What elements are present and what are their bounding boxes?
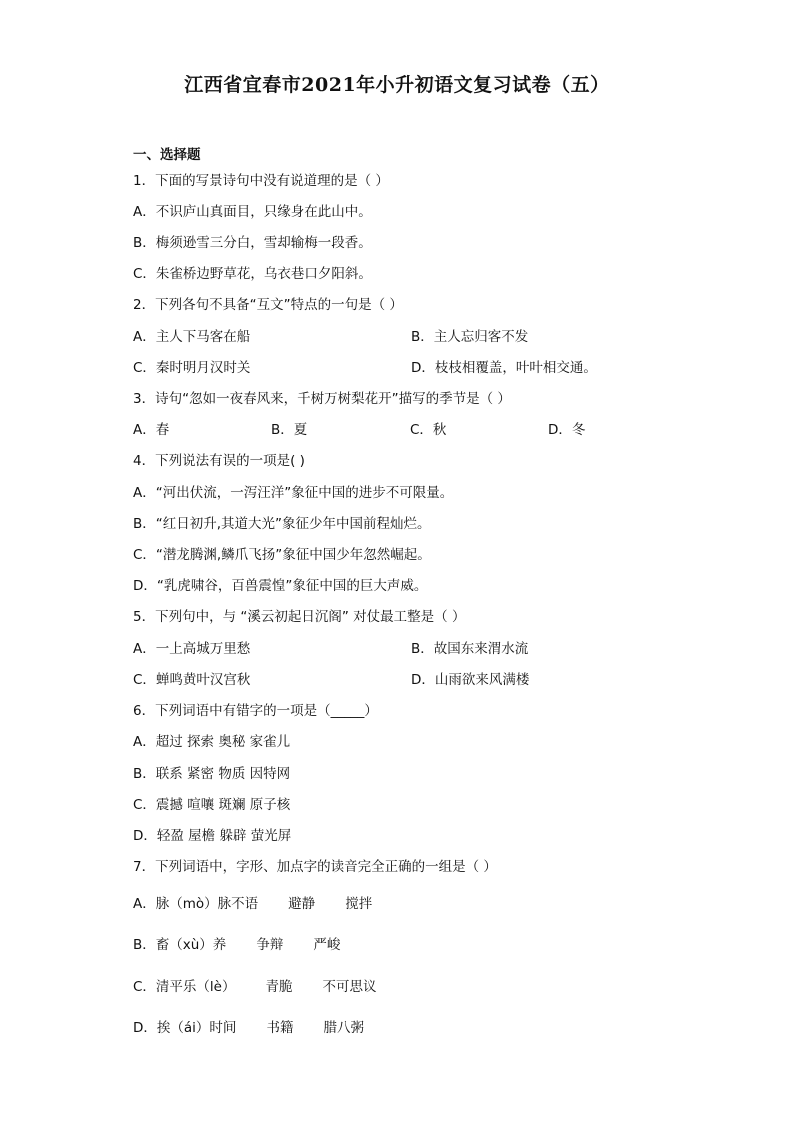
question-7-stem: 7．下列词语中，字形、加点字的读音完全正确的一组是（ ） xyxy=(133,859,497,875)
question-7-option-d: D．挨（ái）时间 书籍 腊八粥 xyxy=(133,1020,364,1036)
question-4-option-a: A．“河出伏流，一泻汪洋”象征中国的进步不可限量。 xyxy=(133,485,454,501)
question-7-option-a: A．脉（mò）脉不语 避静 搅拌 xyxy=(133,896,373,912)
question-3-option-a: A．春 xyxy=(133,422,170,438)
question-3-option-d: D．冬 xyxy=(548,422,586,438)
question-1-option-b: B．梅须逊雪三分白，雪却输梅一段香。 xyxy=(133,235,372,251)
question-2-option-a: A．主人下马客在船 xyxy=(133,329,251,345)
question-5-option-d: D．山雨欲来风满楼 xyxy=(411,672,530,688)
question-2-option-c: C．秦时明月汉时关 xyxy=(133,360,251,376)
question-5-option-a: A．一上高城万里愁 xyxy=(133,641,251,657)
question-2-stem: 2．下列各句不具备“互文”特点的一句是（ ） xyxy=(133,297,403,313)
question-6-option-a: A．超过 探索 奥秘 家雀儿 xyxy=(133,734,291,750)
question-6-option-d: D．轻盈 屋檐 躲辟 萤光屏 xyxy=(133,828,292,844)
question-7-option-b: B．畜（xù）养 争辩 严峻 xyxy=(133,937,341,953)
question-2-option-d: D．枝枝相覆盖，叶叶相交通。 xyxy=(411,360,597,376)
question-1-option-c: C．朱雀桥边野草花，乌衣巷口夕阳斜。 xyxy=(133,266,372,282)
question-2-option-b: B．主人忘归客不发 xyxy=(411,329,529,345)
question-3-option-c: C．秋 xyxy=(410,422,447,438)
question-1-stem: 1．下面的写景诗句中没有说道理的是（ ） xyxy=(133,173,389,189)
question-6-stem: 6．下列词语中有错字的一项是（_____） xyxy=(133,703,378,719)
question-3-stem: 3．诗句“忽如一夜春风来，千树万树梨花开”描写的季节是（ ） xyxy=(133,391,511,407)
question-6-option-c: C．震撼 喧嚷 斑斓 原子核 xyxy=(133,797,291,813)
question-1-option-a: A．不识庐山真面目，只缘身在此山中。 xyxy=(133,204,372,220)
question-7-option-c: C．清平乐（lè） 青脆 不可思议 xyxy=(133,979,377,995)
section-heading: 一、选择题 xyxy=(133,147,201,163)
question-6-option-b: B．联系 紧密 物质 因特网 xyxy=(133,766,291,782)
question-5-option-b: B．故国东来渭水流 xyxy=(411,641,529,657)
page-title: 江西省宜春市2021年小升初语文复习试卷（五） xyxy=(184,74,610,96)
question-4-option-c: C．“潜龙腾渊,鳞爪飞扬”象征中国少年忽然崛起。 xyxy=(133,547,431,563)
question-5-option-c: C．蝉鸣黄叶汉宫秋 xyxy=(133,672,251,688)
question-4-option-b: B．“红日初升,其道大光”象征少年中国前程灿烂。 xyxy=(133,516,431,532)
question-4-stem: 4．下列说法有误的一项是( ) xyxy=(133,453,305,469)
question-4-option-d: D．“乳虎啸谷，百兽震惶”象征中国的巨大声威。 xyxy=(133,578,428,594)
question-5-stem: 5．下列句中，与 “溪云初起日沉阁” 对仗最工整是（ ） xyxy=(133,609,466,625)
question-3-option-b: B．夏 xyxy=(271,422,308,438)
